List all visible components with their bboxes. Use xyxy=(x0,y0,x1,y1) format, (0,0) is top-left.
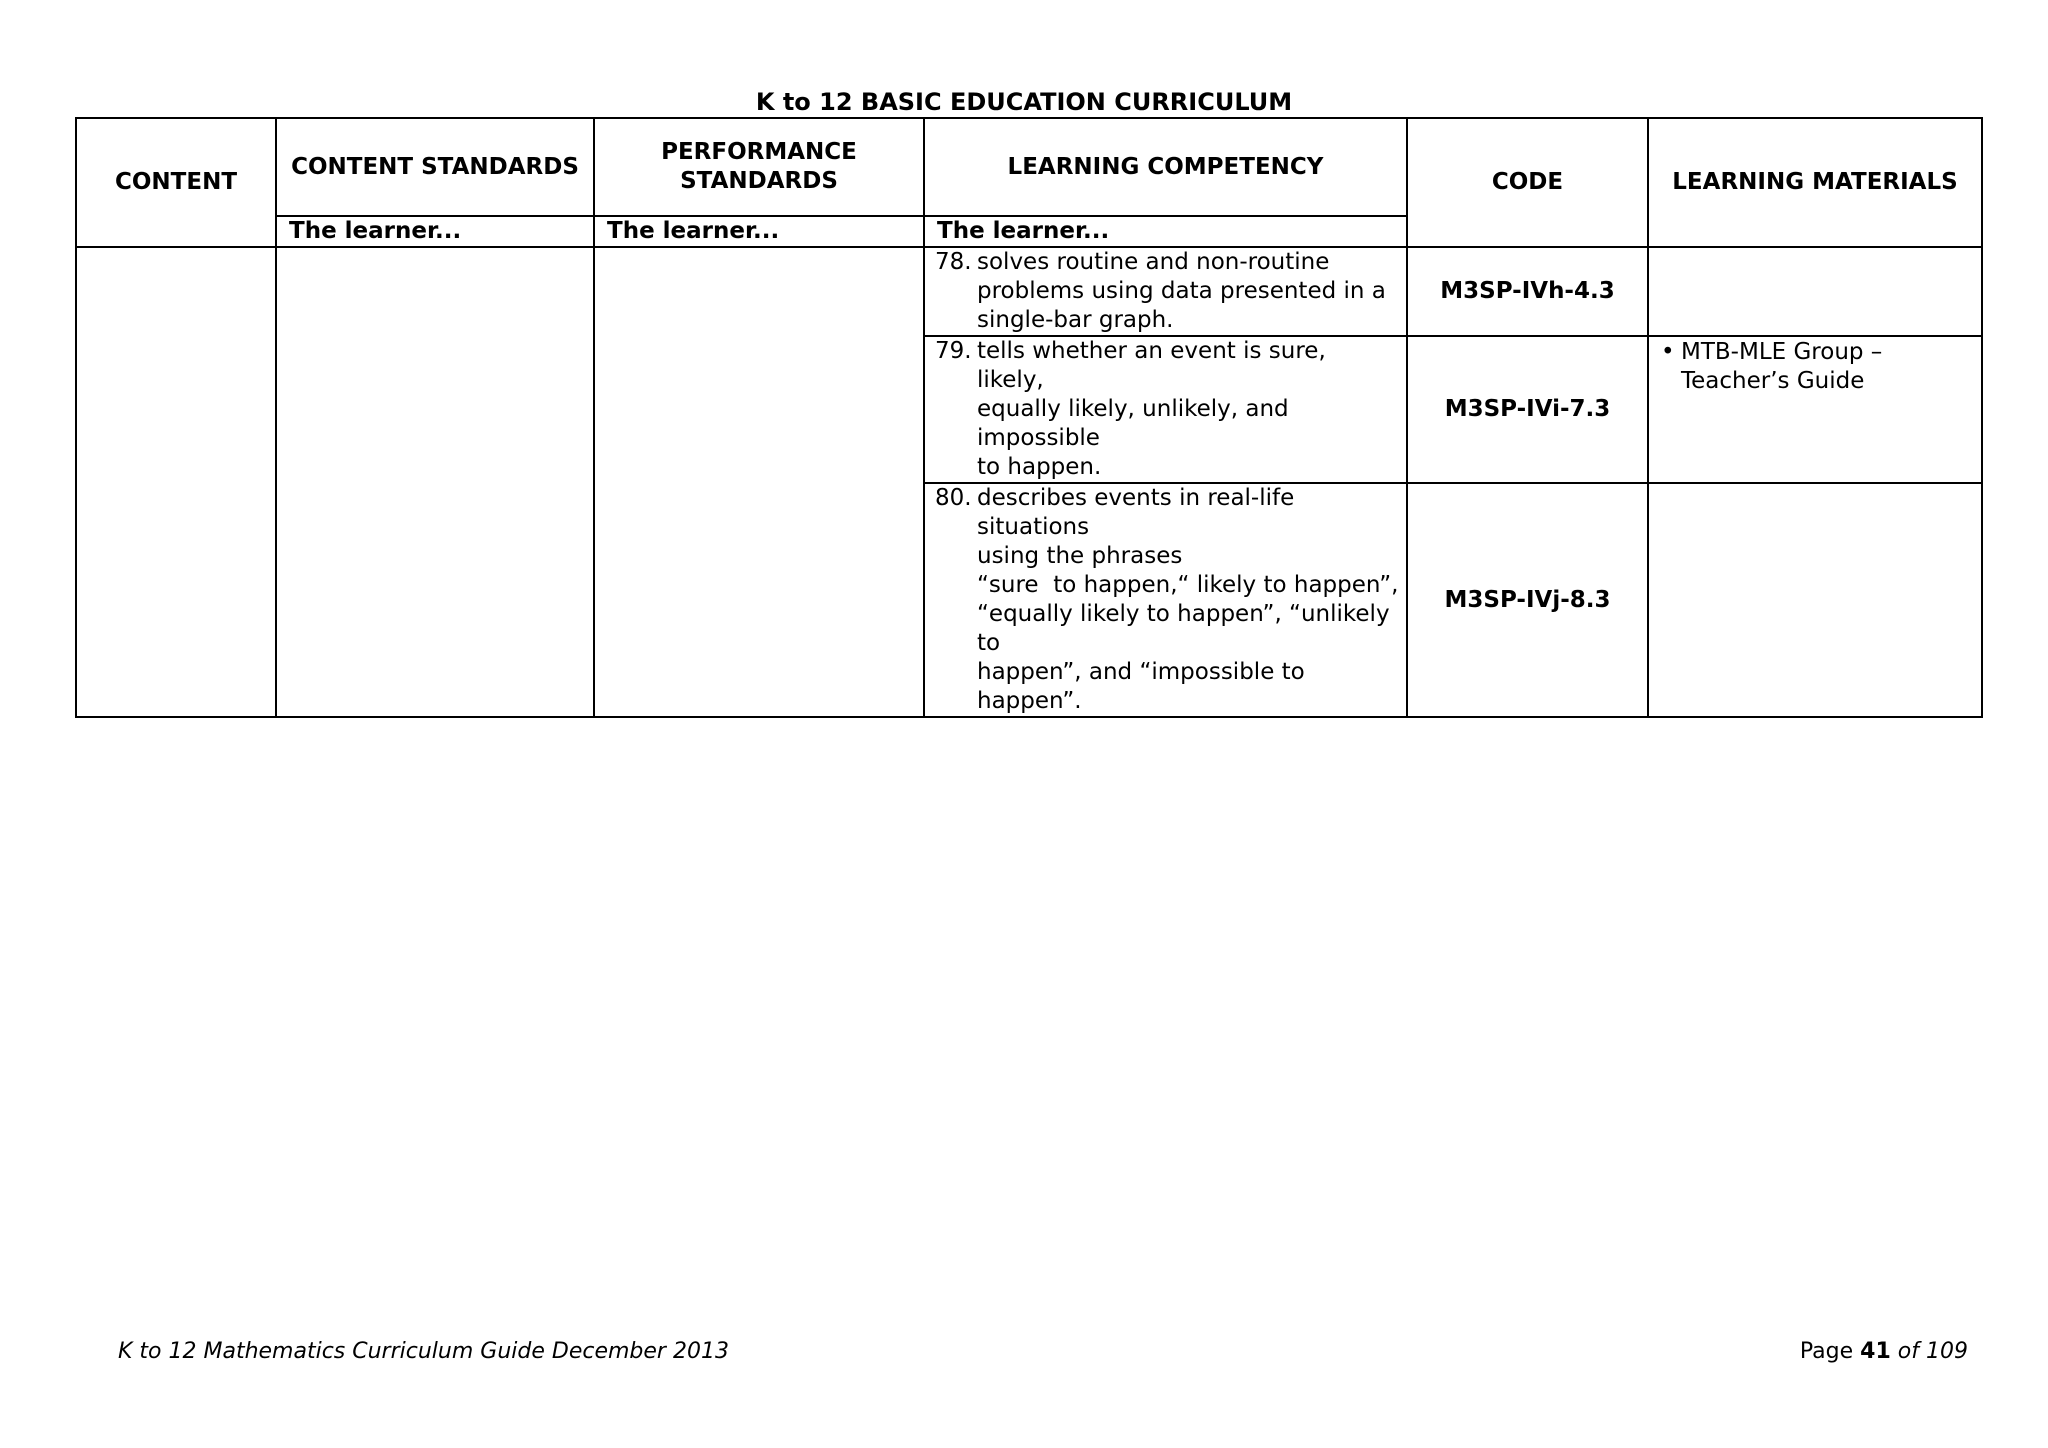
competency-line: problems using data presented in a xyxy=(977,278,1386,304)
code-cell: M3SP-IVj-8.3 xyxy=(1407,483,1648,717)
subheader-learning-competency: The learner... xyxy=(924,216,1407,247)
material-text xyxy=(1681,338,1882,396)
competency-line: happen”, and “impossible to happen”. xyxy=(977,659,1305,714)
header-learning-materials: LEARNING MATERIALS xyxy=(1648,118,1982,247)
content-standards-cell xyxy=(276,247,594,717)
competency-line: using the phrases xyxy=(977,543,1183,569)
competency-line: equally likely, unlikely, and impossible xyxy=(977,396,1289,451)
document-title: K to 12 BASIC EDUCATION CURRICULUM xyxy=(755,88,1293,116)
competency-line: solves routine and non-routine xyxy=(977,249,1330,275)
competency-cell xyxy=(924,483,1407,717)
competency-number: 79. xyxy=(935,338,972,364)
material-line: MTB-MLE Group – xyxy=(1681,339,1883,365)
header-learning-competency: LEARNING COMPETENCY xyxy=(924,118,1407,216)
competency-text xyxy=(977,337,1396,482)
subheader-content-standards: The learner... xyxy=(276,216,594,247)
footer-guide-title: K to 12 Mathematics Curriculum Guide December 2013 xyxy=(118,1339,729,1364)
header-content-standards: CONTENT STANDARDS xyxy=(276,118,594,216)
performance-standards-cell xyxy=(594,247,924,717)
competency-number: 80. xyxy=(935,485,972,511)
code-cell: M3SP-IVh-4.3 xyxy=(1407,247,1648,336)
subheader-performance-standards: The learner... xyxy=(594,216,924,247)
competency-text xyxy=(977,248,1396,335)
header-content: CONTENT xyxy=(76,118,276,247)
code-cell: M3SP-IVi-7.3 xyxy=(1407,336,1648,483)
page-total: of 109 xyxy=(1897,1339,1968,1364)
header-performance-line2: STANDARDS xyxy=(680,168,838,194)
competency-line: “equally likely to happen”, “unlikely to xyxy=(977,601,1390,656)
competency-number: 78. xyxy=(935,249,972,275)
competency-cell xyxy=(924,336,1407,483)
header-performance-line1: PERFORMANCE xyxy=(661,139,857,165)
competency-line: single-bar graph. xyxy=(977,307,1174,333)
footer-page-number xyxy=(1800,1338,1968,1366)
bullet-icon: • xyxy=(1661,339,1675,365)
header-code: CODE xyxy=(1407,118,1648,247)
material-line: Teacher’s Guide xyxy=(1681,368,1865,394)
table-row xyxy=(76,247,1982,336)
competency-cell xyxy=(924,247,1407,336)
competency-line: tells whether an event is sure, likely, xyxy=(977,338,1326,393)
competency-text xyxy=(977,484,1398,716)
content-cell xyxy=(76,247,276,717)
materials-cell xyxy=(1648,336,1982,483)
competency-line: “sure to happen,“ likely to happen”, xyxy=(977,572,1399,598)
competency-line: describes events in real-life situations xyxy=(977,485,1295,540)
materials-cell xyxy=(1648,247,1982,336)
header-performance-standards xyxy=(594,118,924,216)
materials-cell xyxy=(1648,483,1982,717)
page-prefix: Page xyxy=(1799,1339,1854,1364)
page-current: 41 xyxy=(1860,1339,1891,1364)
competency-line: to happen. xyxy=(977,454,1102,480)
curriculum-table xyxy=(75,117,1983,718)
